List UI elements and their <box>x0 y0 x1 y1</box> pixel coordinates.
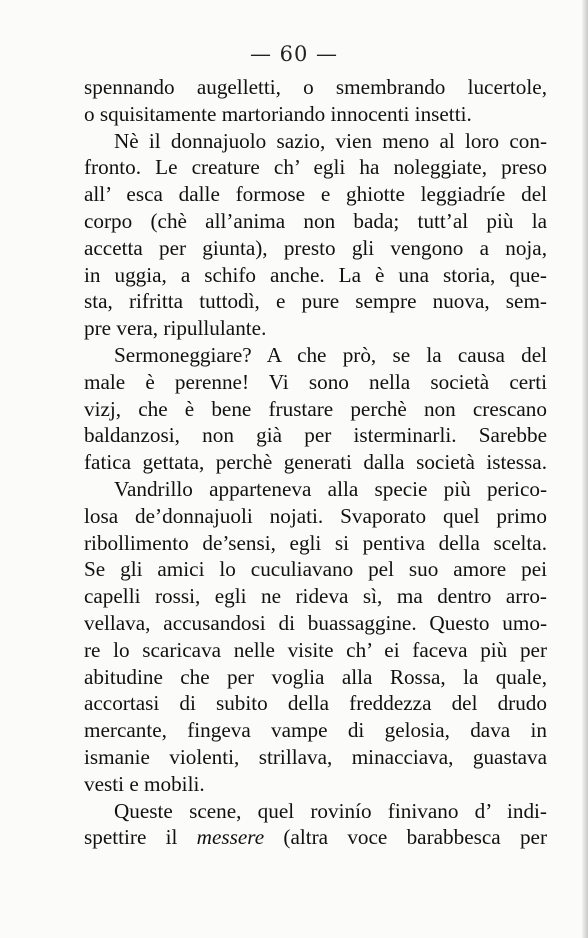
text-line: spennando augelletti, o smembrando lucertole, <box>84 75 547 99</box>
text-line: baldanzosi, non già per isterminarli. Sarebbe <box>84 423 547 448</box>
text-line: pre vera, ripullulante. <box>84 316 267 341</box>
text-line: ribollimento de’sensi, egli si pentiva della scelta. <box>84 530 547 555</box>
text-line: male è perenne! Vi sono nella società certi <box>84 369 547 394</box>
text-line: vellava, accusandosi di buassaggine. Questo umo- <box>84 610 547 635</box>
text-line: vesti e mobili. <box>84 771 205 796</box>
text-line: Se gli amici lo cuculiavano pel suo amore pei <box>84 557 547 582</box>
text-line: corpo (chè all’anima non bada; tutt’al più la <box>84 208 547 233</box>
text-line: o squisitamente martoriando innocenti insetti. <box>84 101 472 126</box>
page-number: — 60 — <box>249 42 339 66</box>
text-line: abitudine che per voglia alla Rossa, la quale, <box>84 664 547 689</box>
italic-word: messere <box>196 825 265 850</box>
text-line: fatica gettata, perchè generati dalla società istessa. <box>84 450 547 475</box>
text-line: in uggia, a schifo anche. La è una storia, que- <box>84 262 547 287</box>
text-line: accortasi di subito della freddezza del drudo <box>84 691 547 716</box>
text-line: Nè il donnajuolo sazio, vien meno al loro con- <box>114 128 547 153</box>
text-line: fronto. Le creature ch’ egli ha noleggiate, preso <box>84 155 547 180</box>
text-line: re lo scaricava nelle visite ch’ ei faceva più per <box>84 637 547 662</box>
body-text <box>84 74 547 851</box>
text-line: Vandrillo apparteneva alla specie più perico- <box>114 476 547 501</box>
text-line: vizj, che è bene frustare perchè non crescano <box>84 396 547 421</box>
text-line: losa de’donnajuoli nojati. Svaporato quel primo <box>84 503 547 528</box>
text-segment: spettire il <box>84 825 197 850</box>
text-line-last <box>84 824 547 851</box>
text-line: sta, rifritta tuttodì, e pure sempre nuova, sem- <box>84 289 547 314</box>
text-line: ismanie violenti, strillava, minacciava, guastava <box>84 744 547 769</box>
text-line: mercante, fingeva vampe di gelosia, dava in <box>84 718 547 743</box>
text-line: Queste scene, quel rovinío finivano d’ indi- <box>114 798 547 823</box>
text-line: Sermoneggiare? A che prò, se la causa del <box>114 342 547 367</box>
text-line: capelli rossi, egli ne rideva sì, ma dentro arro- <box>84 584 547 609</box>
page-edge-shadow <box>582 0 588 938</box>
text-segment: (altra voce barabbesca per <box>264 825 547 850</box>
text-line: all’ esca dalle formose e ghiotte leggiadríe del <box>84 182 547 207</box>
text-line: accetta per giunta), presto gli vengono a noja, <box>84 235 547 260</box>
